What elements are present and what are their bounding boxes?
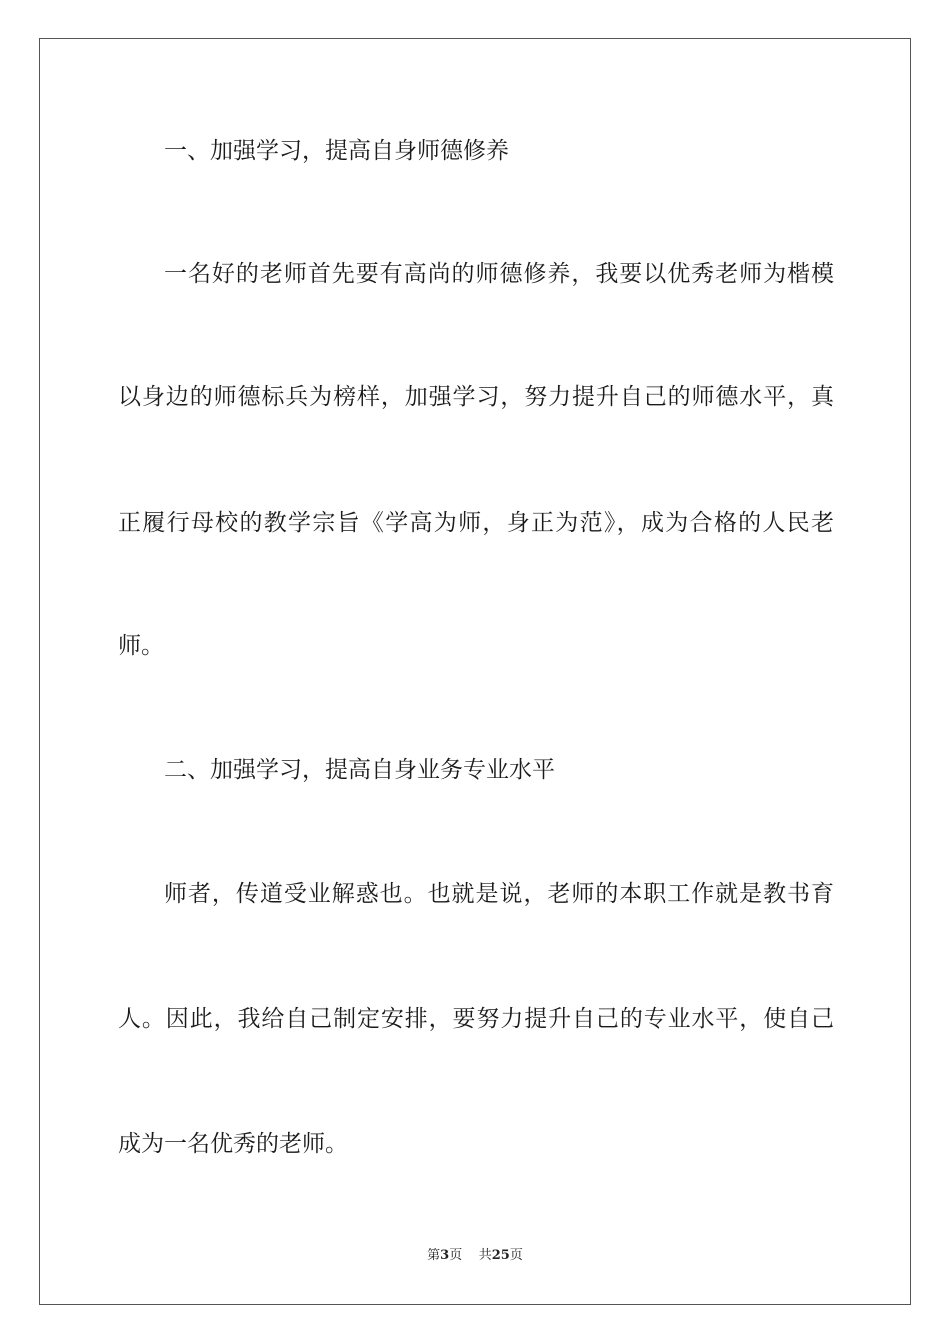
footer-page-current: 3	[440, 1248, 450, 1263]
section-heading-2: 二、加强学习，提高自身业务专业水平	[164, 757, 555, 783]
footer-page-prefix: 第	[427, 1248, 441, 1263]
paragraph-line: 成为一名优秀的老师。	[118, 1131, 348, 1157]
footer-total-prefix: 共	[478, 1248, 492, 1263]
paragraph-line: 人。因此，我给自己制定安排，要努力提升自己的专业水平，使自己	[118, 1006, 834, 1032]
page-border	[39, 38, 911, 1305]
page-footer	[0, 1246, 950, 1266]
footer-total-unit: 页	[509, 1248, 523, 1263]
section-heading-1: 一、加强学习，提高自身师德修养	[164, 138, 509, 164]
paragraph-line: 以身边的师德标兵为榜样，加强学习，努力提升自己的师德水平，真	[118, 384, 834, 410]
footer-page-unit: 页	[449, 1248, 463, 1263]
paragraph-line: 一名好的老师首先要有高尚的师德修养，我要以优秀老师为楷模	[164, 261, 834, 287]
paragraph-line: 师者，传道受业解惑也。也就是说，老师的本职工作就是教书育	[164, 881, 834, 907]
paragraph-line: 正履行母校的教学宗旨《学高为师，身正为范》，成为合格的人民老	[118, 510, 834, 536]
paragraph-line: 师。	[118, 633, 164, 659]
footer-page-total: 25	[491, 1248, 510, 1263]
